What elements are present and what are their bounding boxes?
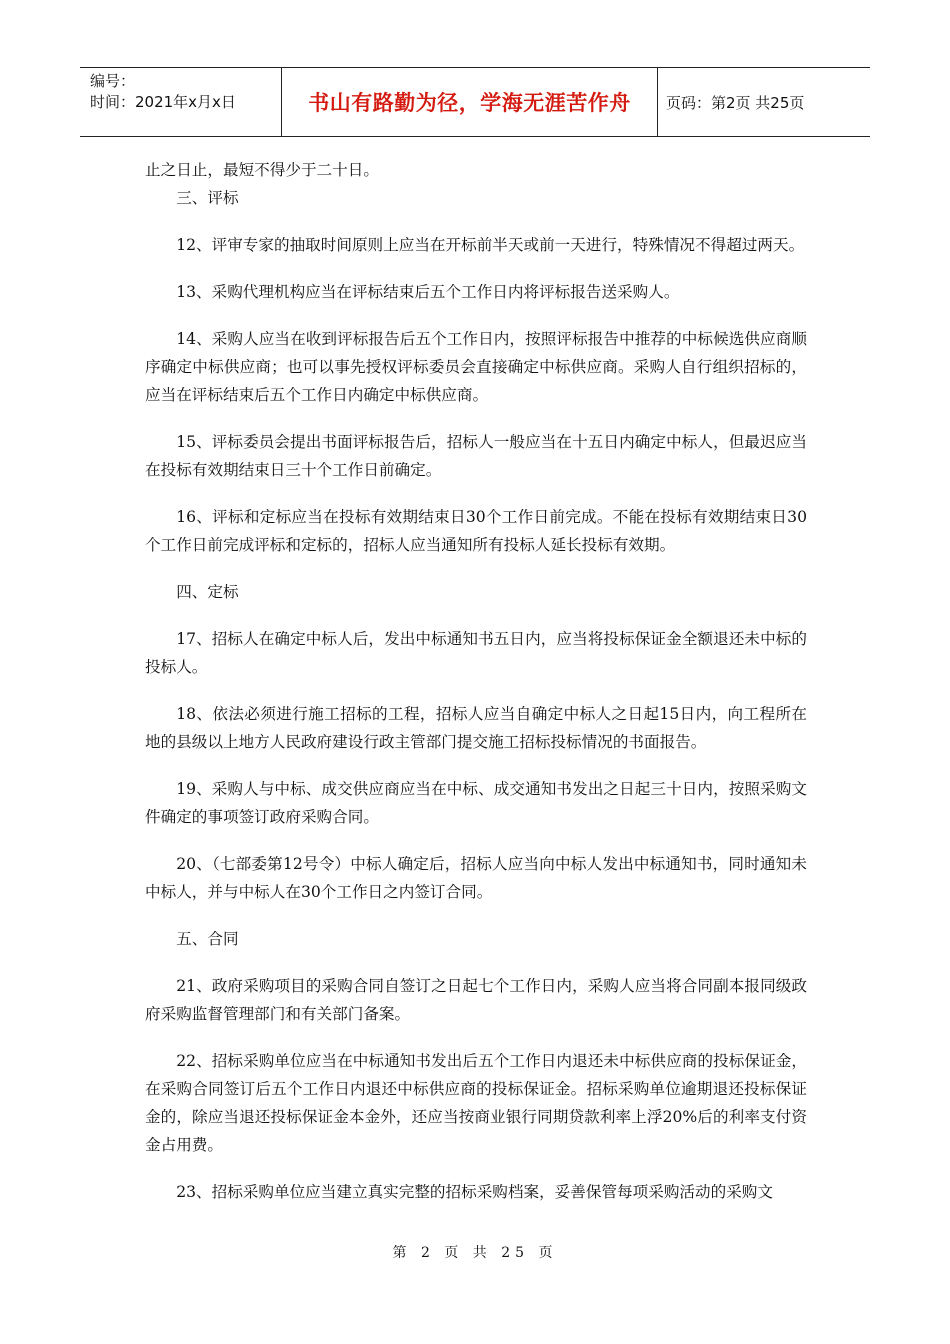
paragraph-gap (145, 559, 807, 578)
header-motto: 书山有路勤为径，学海无涯苦作舟 (282, 68, 658, 136)
paragraph: 三、评标 (176, 189, 239, 207)
paragraph: 16、评标和定标应当在投标有效期结束日30个工作日前完成。不能在投标有效期结束日30个工作日前完成评标和定标的，招标人应当通知所有投标人延长投标有效期。 (145, 508, 807, 554)
paragraph: 五、合同 (176, 930, 239, 948)
paragraph-gap (145, 1159, 807, 1178)
paragraph: 23、招标采购单位应当建立真实完整的招标采购档案，妥善保管每项采购活动的采购文 (176, 1183, 773, 1201)
paragraph: 13、采购代理机构应当在评标结束后五个工作日内将评标报告送采购人。 (176, 283, 680, 301)
paragraph: 21、政府采购项目的采购合同自签订之日起七个工作日内，采购人应当将合同副本报同级政府采购监督管理部门和有关部门备案。 (145, 977, 807, 1023)
paragraph: 18、依法必须进行施工招标的工程，招标人应当自确定中标人之日起15日内，向工程所在地的县级以上地方人民政府建设行政主管部门提交施工招标投标情况的书面报告。 (145, 705, 807, 751)
paragraph-gap (145, 756, 807, 775)
paragraph: 四、定标 (176, 583, 239, 601)
number-label: 编号： (90, 72, 136, 90)
paragraph-gap (145, 953, 807, 972)
page-footer: 第 2 页 共 25 页 (392, 1245, 558, 1261)
paragraph-gap (145, 306, 807, 325)
paragraph: 20、（七部委第12号令）中标人确定后，招标人应当向中标人发出中标通知书，同时通知未中标人，并与中标人在30个工作日之内签订合同。 (145, 855, 807, 901)
paragraph-gap (145, 681, 807, 700)
paragraph-gap (145, 1028, 807, 1047)
document-body (145, 156, 807, 1206)
paragraph: 22、招标采购单位应当在中标通知书发出后五个工作日内退还未中标供应商的投标保证金，在采购合同签订后五个工作日内退还中标供应商的投标保证金。招标采购单位逾期退还投标保证金的，除应当退还投标保证金本金外，还应当按商业银行同期贷款利率上浮20%后的利率支付资金占用费。 (145, 1052, 807, 1154)
time-label: 时间：2021年x月x日 (90, 93, 236, 111)
paragraph: 15、评标委员会提出书面评标报告后，招标人一般应当在十五日内确定中标人，但最迟应当在投标有效期结束日三十个工作日前确定。 (145, 433, 807, 479)
paragraph-gap (145, 606, 807, 625)
paragraph: 19、采购人与中标、成交供应商应当在中标、成交通知书发出之日起三十日内，按照采购文件确定的事项签订政府采购合同。 (145, 780, 807, 826)
paragraph-gap (145, 484, 807, 503)
document-header (80, 67, 870, 137)
paragraph: 止之日止，最短不得少于二十日。 (145, 161, 379, 179)
paragraph-gap (145, 212, 807, 231)
paragraph: 12、评审专家的抽取时间原则上应当在开标前半天或前一天进行，特殊情况不得超过两天。 (176, 236, 805, 254)
header-meta (80, 68, 282, 136)
paragraph-gap (145, 906, 807, 925)
paragraph: 17、招标人在确定中标人后，发出中标通知书五日内，应当将投标保证金全额退还未中标的投标人。 (145, 630, 807, 676)
paragraph: 14、采购人应当在收到评标报告后五个工作日内，按照评标报告中推荐的中标候选供应商顺序确定中标供应商；也可以事先授权评标委员会直接确定中标供应商。采购人自行组织招标的，应当在评标结束后五个工作日内确定中标供应商。 (145, 330, 807, 404)
paragraph-gap (145, 831, 807, 850)
paragraph-gap (145, 259, 807, 278)
header-page-info: 页码：第2页 共25页 (666, 93, 805, 112)
paragraph-gap (145, 409, 807, 428)
